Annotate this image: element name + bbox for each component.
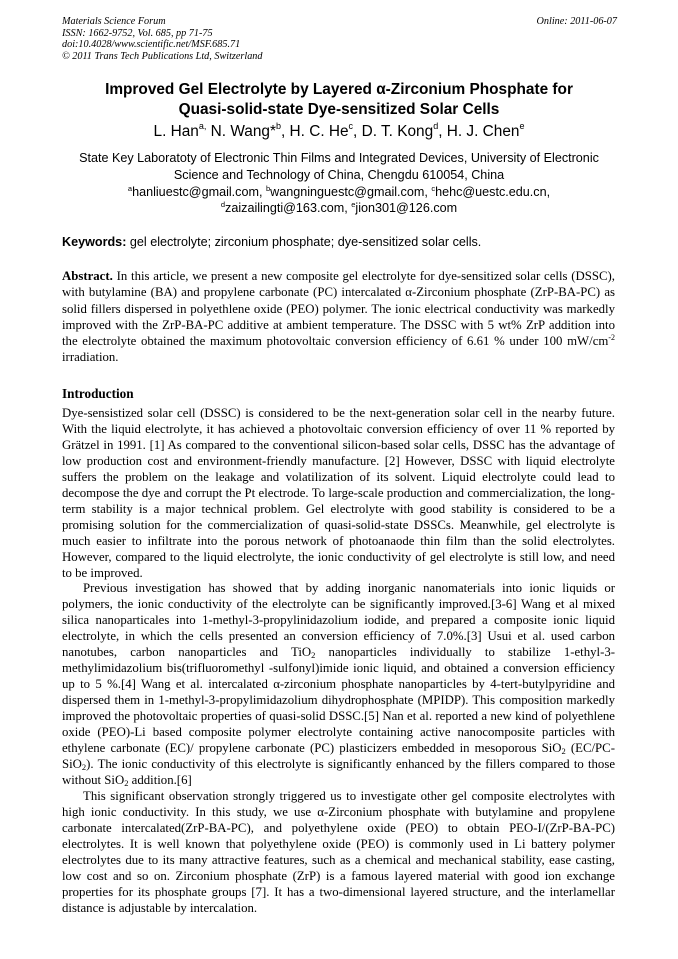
text-run: Previous investigation has showed that by adding inorganic nanomaterials into ionic liquids or polymers, the ionic conductivity of the electrolyte can be significantly improved.[3-6] Wang et al mixed silica nanoparticales into 1-methyl-3-propylinidazolium iodide, and prepared a composite ionic liquid electrolyte, in which the cells presented an conversion efficiency of 7.0%.[3] Usui et al. used carbon nanotubes, carbon nanoparticles and TiO xyxy=(62,581,615,660)
email-address: hanliuestc@gmail.com, xyxy=(132,185,266,199)
section-heading: Introduction xyxy=(62,386,134,401)
doi-line: doi:10.4028/www.scientific.net/MSF.685.71 xyxy=(62,39,241,50)
email-mark: d xyxy=(220,199,226,209)
email-mark: c xyxy=(431,184,436,193)
title-line-1: Improved Gel Electrolyte by Layered α-Zirconium Phosphate for xyxy=(105,81,573,98)
email-address: jion301@126.com xyxy=(355,200,458,215)
email-address: hehc@uestc.edu.cn, xyxy=(435,185,551,199)
author-name: , D. T. Kong xyxy=(353,123,434,140)
text-run: (EC/PC-SiO xyxy=(62,741,615,771)
author-name: , H. J. Chen xyxy=(438,123,520,140)
text-run: ). The ionic conductivity of this electrolyte is significantly enhanced by the fillers compared to those without SiO xyxy=(62,756,615,787)
subscript: 2 xyxy=(124,777,129,788)
abstract-superscript: -2 xyxy=(608,333,615,343)
abstract-label: Abstract. xyxy=(62,269,113,283)
text-run: nanoparticles individually to stabilize 1-ethyl-3-methylimidazolium bis(trifluoromethyl -sulfonyl)imide ionic liquid, and obtained a conversion efficiency up to 5 %.[4] Wang et al. intercalated α-zirconium phosphate nanoparticles by 4-tert-butylpyridine and dispersed them in 1-methyl-3-propylimidazolium dihydrophosphate (MPIDP). This composition markedly improved the photovoltaic properties of quasi-solid DSSC.[5] Nan et al. reported a new kind of polyethlene oxide (PEO)-Li based composite polymer electrolyte containing active nanocomposite particles with ethylene carbonate (EC)/ propylene carbonate (PC) plasticizers embedded in mesoporous SiO xyxy=(62,645,615,756)
online-date: Online: 2011-06-07 xyxy=(536,16,617,27)
keywords xyxy=(62,235,622,250)
paper-title xyxy=(40,80,638,119)
affiliation xyxy=(60,150,618,183)
title-line-2: Quasi-solid-state Dye-sensitized Solar Cells xyxy=(178,100,500,118)
abstract-text-end: irradiation. xyxy=(62,350,119,365)
body-text xyxy=(62,406,615,917)
subscript: 2 xyxy=(311,650,316,661)
email-address: zaizailingti@163.com, xyxy=(225,200,352,215)
email-mark: a xyxy=(127,184,133,193)
paragraph: This significant observation strongly triggered us to investigate other gel composite electrolytes with high ionic conductivity. In this study, we use α-Zirconium phosphate with butylamine and propylene carbonate intercalated(ZrP-BA-PC), and polyethylene oxide (PEO) to obtain PEO-I/(ZrP-BA-PC) electrolytes. It is well known that polyethylene oxide (PEO) is commonly used in Li battery polymer electrolytes due to its many attractive features, such as a chemical and mechanical stability, ease casting, low cost and so on. Zirconium phosphate (ZrP) is a famous layered material with good ion exchange properties for its phosphate groups [7]. It has a two-dimensional layered structure, and the interlamellar distance is adjustable by intercalation. xyxy=(62,788,615,915)
subscript: 2 xyxy=(81,761,87,772)
abstract-text: In this article, we present a new composite gel electrolyte for dye-sensitized solar cells (DSSC), with butylamine (BA) and propylene carbonate (PC) intercalated α-Zirconium phosphate (ZrP-BA-PC) as solid fillers dispersed in polyethlene oxide (PEO) polymer. The ionic electrical conductivity was markedly improved with the ZrP-BA-PC additive at ambient temperature. The DSSC with 5 wt% ZrP addition into the electrolyte obtained the maximum photovoltaic conversion efficiency of 6.61 % under 100 mW/cm xyxy=(62,269,615,349)
issn-line: ISSN: 1662-9752, Vol. 685, pp 71-75 xyxy=(62,27,213,39)
keywords-label: Keywords: xyxy=(62,235,127,249)
text-run: addition.[6] xyxy=(128,772,192,787)
abstract xyxy=(62,268,615,366)
subscript: 2 xyxy=(561,746,566,757)
email-address: wangninguestc@gmail.com, xyxy=(270,185,432,199)
author-affil-mark: e xyxy=(519,121,525,131)
author-affil-mark: b xyxy=(275,121,281,131)
author-affil-mark: a, xyxy=(198,121,207,131)
keywords-text: gel electrolyte; zirconium phosphate; dye-sensitized solar cells. xyxy=(126,235,482,249)
author-affil-mark: c xyxy=(348,121,354,131)
journal-name: Materials Science Forum xyxy=(62,16,166,27)
author-affil-mark: d xyxy=(433,121,439,131)
author-name: , H. C. He xyxy=(280,123,349,140)
email-mark: e xyxy=(351,199,356,209)
paragraph xyxy=(62,581,615,788)
affiliation-line-1: State Key Laboratoty of Electronic Thin Films and Integrated Devices, University of Electronic xyxy=(79,151,599,165)
author-emails xyxy=(60,185,618,216)
affiliation-line-2: Science and Technology of China, Chengdu 610054, China xyxy=(173,167,505,182)
author-list xyxy=(40,123,638,141)
author-name: N. Wang* xyxy=(206,123,276,140)
email-mark: b xyxy=(265,184,271,193)
paragraph: Dye-sensistized solar cell (DSSC) is considered to be the next-generation solar cell in the nearby future. With the liquid electrolyte, it has achieved a photovoltaic conversion efficiency of over 11 % reported by Grätzel in 1991. [1] As compared to the conventional silicon-based solar cells, DSSC has the advantage of low production cost and environment-friendly manufacture. [2] However, DSSC with liquid electrolyte suffers the problem on the leakage and volatilization of its solvent. Liquid electrolyte could lead to decompose the dye and corrupt the Pt electrode. To large-scale production and commercialization, the long-term stability is a major technical problem. Gel electrolyte with good stability is considered to be a promising solution for the commercialization of quasi-solid-state DSSCs. Meanwhile, gel electrolyte is much easier to infiltrate into the porous network of photoanaode thin film than the solid electrolytes. However, compared to the liquid electrolyte, the ionic conductivity of gel electrolyte is still low, and need to be improved. xyxy=(62,406,615,580)
author-name: L. Han xyxy=(153,123,199,140)
journal-header xyxy=(62,16,617,62)
copyright-line: © 2011 Trans Tech Publications Ltd, Switzerland xyxy=(62,50,263,62)
